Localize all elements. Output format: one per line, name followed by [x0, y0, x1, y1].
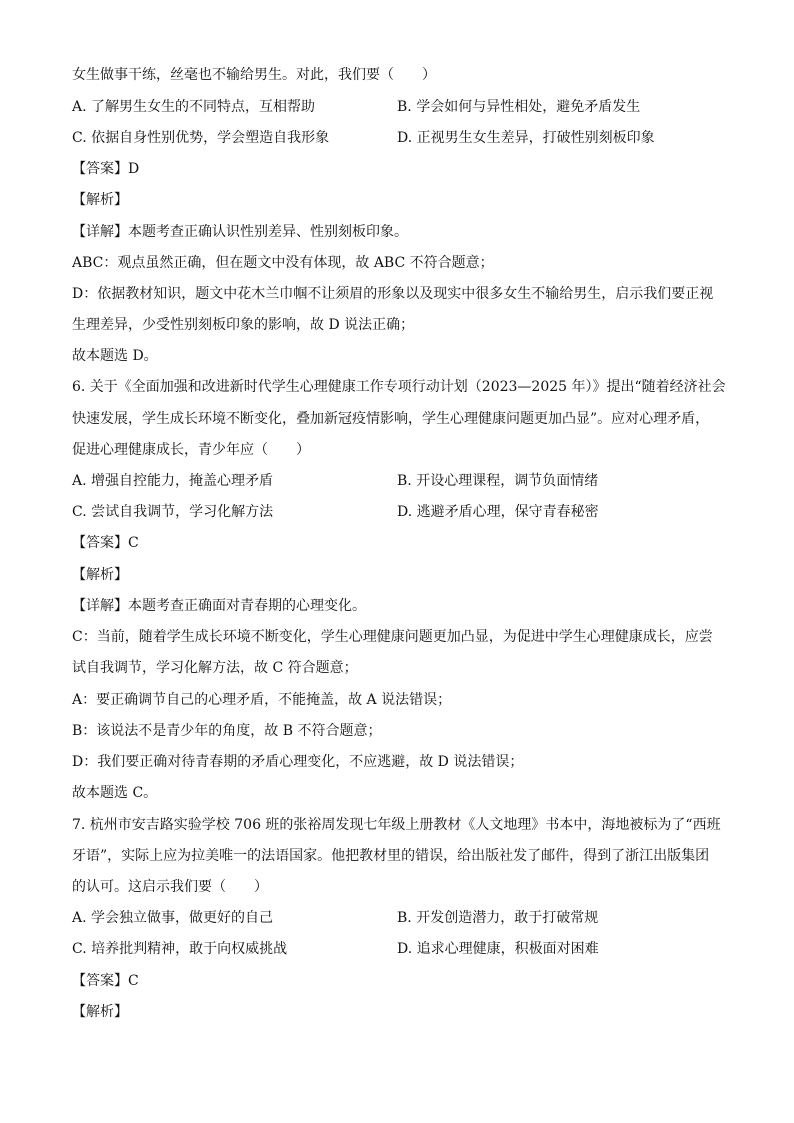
q6-options-row-2 [72, 502, 732, 522]
q5-analysis-line: 生理差异，少受性别刻板印象的影响，故 D 说法正确； [72, 317, 415, 333]
q6-analysis-line: B：该说法不是青少年的角度，故 B 不符合题意； [72, 723, 382, 739]
q7-stem-line: 牙语”，实际上应为拉美唯一的法语国家。他把教材里的错误，给出版社发了邮件，得到了浙江出版集团 [72, 848, 710, 864]
q6-answer: 【答案】C [72, 535, 139, 551]
q6-option-a: A. 增强自控能力，掩盖心理矛盾 [72, 473, 274, 489]
q6-analysis-line: 试自我调节，学习化解方法，故 C 符合题意； [72, 660, 358, 676]
q7-options-row-1 [72, 908, 732, 928]
q6-stem-line: 6. 关于《全面加强和改进新时代学生心理健康工作专项行动计划（2023—2025 年）》提出“随着经济社会 [72, 379, 726, 395]
q5-answer: 【答案】D [72, 161, 140, 177]
q5-analysis-line: ABC：观点虽然正确，但在题文中没有体现，故 ABC 不符合题意； [72, 255, 494, 271]
q7-answer: 【答案】C [72, 973, 139, 989]
q7-option-d: D. 追求心理健康，积极面对困难 [397, 941, 599, 957]
q6-analysis-line: C：当前，随着学生成长环境不断变化，学生心理健康问题更加凸显，为促进中学生心理健康成长，应尝 [72, 629, 713, 645]
q6-options-row-1 [72, 471, 732, 491]
q6-conclusion: 故本题选 C。 [72, 785, 158, 801]
q6-analysis-line: A：要正确调节自己的心理矛盾，不能掩盖，故 A 说法错误； [72, 692, 452, 708]
q5-option-d: D. 正视男生女生差异，打破性别刻板印象 [397, 130, 655, 146]
q6-detail: 【详解】本题考查正确面对青春期的心理变化。 [72, 598, 366, 614]
q5-options-row-1 [72, 97, 732, 117]
q7-option-a: A. 学会独立做事，做更好的自己 [72, 910, 274, 926]
q5-analysis-label: 【解析】 [72, 192, 128, 208]
q6-option-b: B. 开设心理课程，调节负面情绪 [397, 473, 599, 489]
q7-stem-line: 7. 杭州市安吉路实验学校 706 班的张裕周发现七年级上册教材《人文地理》书本中，海地被标为了“西班 [72, 817, 721, 833]
q7-option-b: B. 开发创造潜力，敢于打破常规 [397, 910, 599, 926]
q5-stem-tail: 女生做事干练，丝毫也不输给男生。对此，我们要（ ） [72, 67, 436, 83]
q5-option-a: A. 了解男生女生的不同特点，互相帮助 [72, 99, 316, 115]
q5-detail: 【详解】本题考查正确认识性别差异、性别刻板印象。 [72, 224, 408, 240]
q6-analysis-line: D：我们要正确对待青春期的矛盾心理变化，不应逃避，故 D 说法错误； [72, 754, 524, 770]
q7-analysis-label: 【解析】 [72, 1004, 128, 1020]
q5-analysis-line: D：依据教材知识，题文中花木兰巾帼不让须眉的形象以及现实中很多女生不输给男生，启示我们要正视 [72, 286, 714, 302]
q5-option-b: B. 学会如何与异性相处，避免矛盾发生 [397, 99, 641, 115]
q5-options-row-2 [72, 128, 732, 148]
q6-option-d: D. 逃避矛盾心理，保守青春秘密 [397, 504, 599, 520]
q6-stem-line: 快速发展，学生成长环境不断变化，叠加新冠疫情影响，学生心理健康问题更加凸显”。应对心理矛盾， [72, 411, 710, 427]
q7-options-row-2 [72, 939, 732, 959]
q6-option-c: C. 尝试自我调节，学习化解方法 [72, 504, 274, 520]
q5-option-c: C. 依据自身性别优势，学会塑造自我形象 [72, 130, 330, 146]
q6-analysis-label: 【解析】 [72, 567, 128, 583]
q7-option-c: C. 培养批判精神，敢于向权威挑战 [72, 941, 288, 957]
q5-conclusion: 故本题选 D。 [72, 348, 158, 364]
q7-stem-line: 的认可。这启示我们要（ ） [72, 879, 268, 895]
q6-stem-line: 促进心理健康成长，青少年应（ ） [72, 442, 310, 458]
